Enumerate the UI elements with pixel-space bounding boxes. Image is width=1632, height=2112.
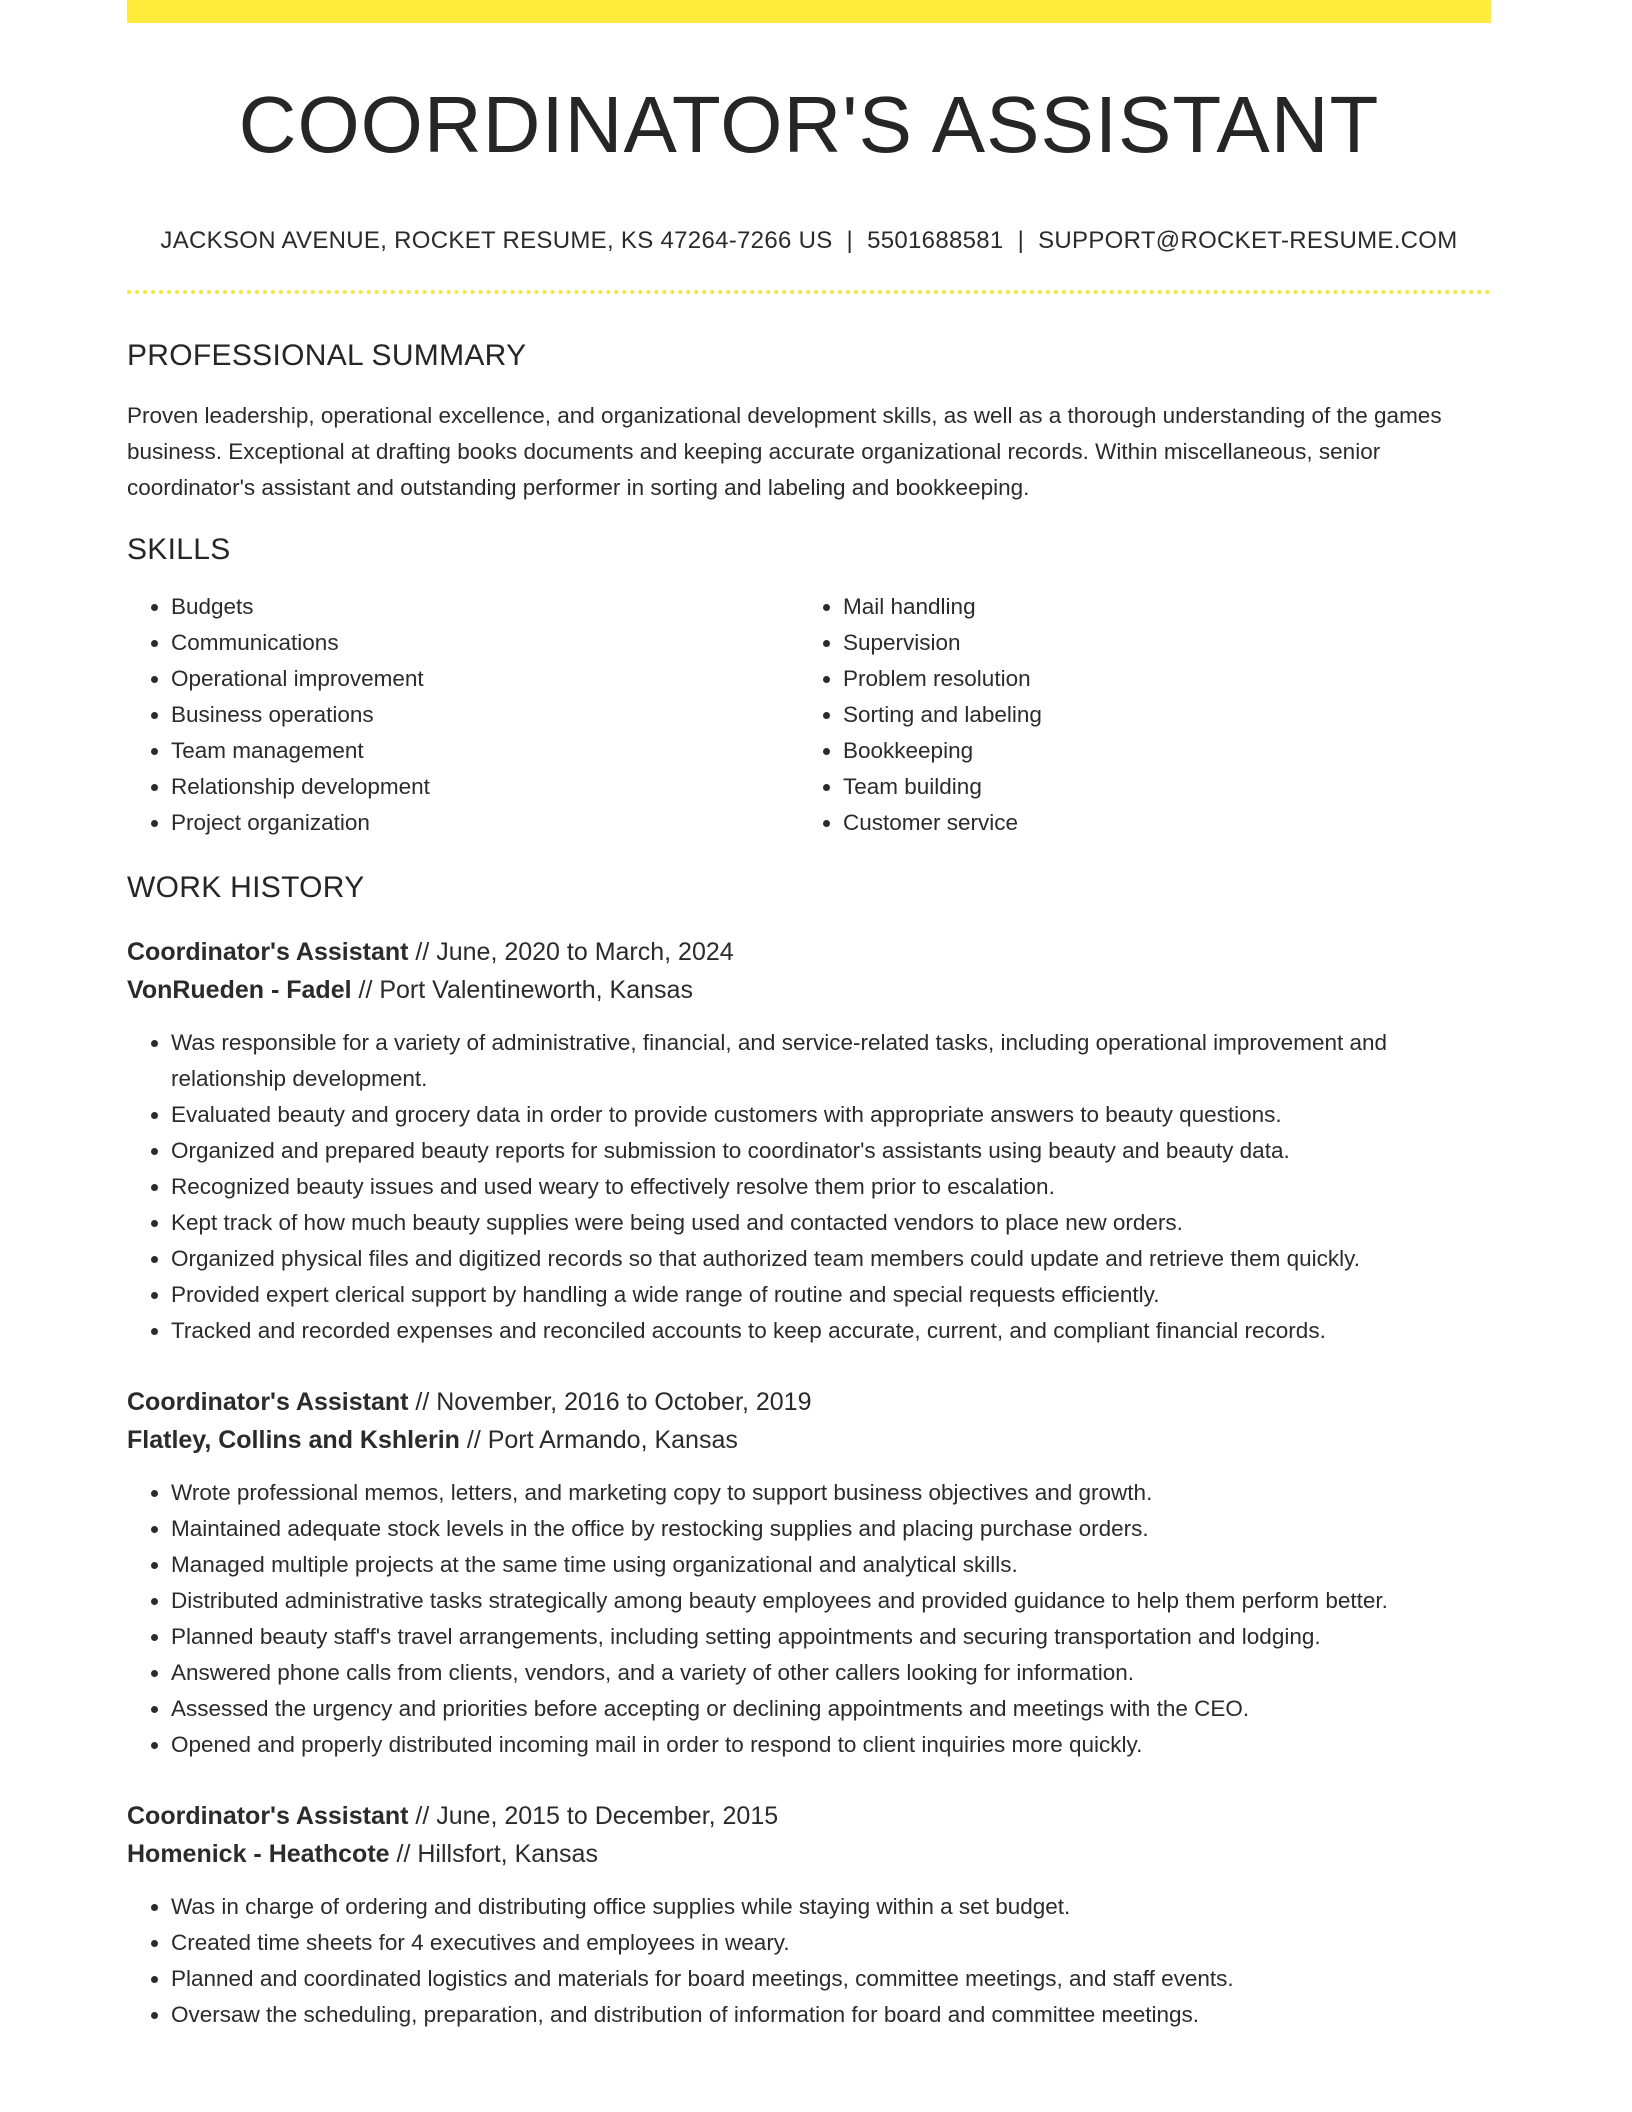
- page-title: COORDINATOR'S ASSISTANT: [238, 80, 1380, 169]
- skill-item: • Business operations: [171, 697, 799, 733]
- job-bullet: • Distributed administrative tasks strategically among beauty employees and provided guidance to help them perform better.: [171, 1583, 1491, 1619]
- job-location: // Port Armando, Kansas: [459, 1426, 738, 1454]
- job-bullet: • Organized physical files and digitized records so that authorized team members could update and retrieve them quickly.: [171, 1241, 1491, 1277]
- job-bullet: • Maintained adequate stock levels in the office by restocking supplies and placing purchase orders.: [171, 1511, 1491, 1547]
- job-bullet: • Planned and coordinated logistics and materials for board meetings, committee meetings, and staff events.: [171, 1961, 1491, 1997]
- contact-separator: |: [1017, 227, 1025, 254]
- job-bullet: • Was responsible for a variety of administrative, financial, and service-related tasks, including operational improvement and relationship development.: [171, 1025, 1491, 1097]
- job-bullet: • Opened and properly distributed incoming mail in order to respond to client inquiries more quickly.: [171, 1727, 1491, 1763]
- job-entry: [127, 1383, 1491, 1763]
- contact-line: [127, 227, 1491, 255]
- job-title: Coordinator's Assistant: [127, 1802, 409, 1830]
- job-bullet: • Kept track of how much beauty supplies were being used and contacted vendors to place new orders.: [171, 1205, 1491, 1241]
- skill-item: • Budgets: [171, 589, 799, 625]
- skill-item: • Sorting and labeling: [843, 697, 1471, 733]
- job-dates: // November, 2016 to October, 2019: [408, 1388, 812, 1416]
- skill-item: • Supervision: [843, 625, 1471, 661]
- job-dates: // June, 2020 to March, 2024: [408, 938, 734, 966]
- job-company: Flatley, Collins and Kshlerin: [127, 1426, 460, 1454]
- job-title: Coordinator's Assistant: [127, 1388, 409, 1416]
- resume-page: [127, 0, 1491, 2033]
- job-bullet: • Answered phone calls from clients, vendors, and a variety of other callers looking for information.: [171, 1655, 1491, 1691]
- job-dates: // June, 2015 to December, 2015: [408, 1802, 779, 1830]
- job-title-line: [127, 933, 1491, 971]
- job-bullet: • Oversaw the scheduling, preparation, and distribution of information for board and committee meetings.: [171, 1997, 1491, 2033]
- job-location: // Hillsfort, Kansas: [389, 1840, 598, 1868]
- job-bullet: • Tracked and recorded expenses and reconciled accounts to keep accurate, current, and compliant financial records.: [171, 1313, 1491, 1349]
- dotted-divider: [127, 290, 1491, 294]
- accent-bar: [127, 0, 1491, 23]
- job-bullet: • Created time sheets for 4 executives and employees in weary.: [171, 1925, 1491, 1961]
- job-company-line: [127, 1421, 1491, 1459]
- job-company-line: [127, 1835, 1491, 1873]
- job-bullet: • Provided expert clerical support by handling a wide range of routine and special requests efficiently.: [171, 1277, 1491, 1313]
- contact-phone: 5501688581: [867, 227, 1004, 254]
- contact-address: JACKSON AVENUE, ROCKET RESUME, KS 47264-7266 US: [160, 227, 833, 254]
- job-company: Homenick - Heathcote: [127, 1840, 390, 1868]
- job-bullet: • Organized and prepared beauty reports for submission to coordinator's assistants using beauty and beauty data.: [171, 1133, 1491, 1169]
- skills-column-right: [799, 589, 1471, 841]
- contact-email: SUPPORT@ROCKET-RESUME.COM: [1038, 227, 1458, 254]
- job-location: // Port Valentineworth, Kansas: [351, 976, 693, 1004]
- job-title: Coordinator's Assistant: [127, 938, 409, 966]
- skill-item: • Bookkeeping: [843, 733, 1471, 769]
- job-bullet: • Managed multiple projects at the same time using organizational and analytical skills.: [171, 1547, 1491, 1583]
- job-company-line: [127, 971, 1491, 1009]
- skills-column-left: [127, 589, 799, 841]
- job-bullet: • Wrote professional memos, letters, and marketing copy to support business objectives and growth.: [171, 1475, 1491, 1511]
- job-bullet: • Was in charge of ordering and distributing office supplies while staying within a set budget.: [171, 1889, 1491, 1925]
- job-bullets: [127, 1889, 1491, 2033]
- job-title-line: [127, 1383, 1491, 1421]
- summary-text: Proven leadership, operational excellence, and organizational development skills, as well as a thorough understanding of the games business. Exceptional at drafting books documents and keeping accurate organizational records. Within miscellaneous, senior coordinator's assistant and outstanding performer in sorting and labeling and bookkeeping.: [127, 403, 1442, 500]
- work-history-heading: WORK HISTORY: [127, 871, 365, 904]
- job-bullet: • Assessed the urgency and priorities before accepting or declining appointments and meetings with the CEO.: [171, 1691, 1491, 1727]
- job-title-line: [127, 1797, 1491, 1835]
- contact-separator: |: [846, 227, 854, 254]
- job-bullet: • Planned beauty staff's travel arrangements, including setting appointments and securing transportation and lodging.: [171, 1619, 1491, 1655]
- skill-item: • Project organization: [171, 805, 799, 841]
- skills-list: [127, 589, 1491, 841]
- skill-item: • Problem resolution: [843, 661, 1471, 697]
- job-bullets: [127, 1025, 1491, 1349]
- skill-item: • Team building: [843, 769, 1471, 805]
- skill-item: • Operational improvement: [171, 661, 799, 697]
- skill-item: • Mail handling: [843, 589, 1471, 625]
- skill-item: • Customer service: [843, 805, 1471, 841]
- job-bullet: • Evaluated beauty and grocery data in order to provide customers with appropriate answers to beauty questions.: [171, 1097, 1491, 1133]
- job-company: VonRueden - Fadel: [127, 976, 352, 1004]
- job-bullet: • Recognized beauty issues and used weary to effectively resolve them prior to escalation.: [171, 1169, 1491, 1205]
- job-entry: [127, 933, 1491, 1349]
- skills-heading: SKILLS: [127, 533, 231, 566]
- skill-item: • Communications: [171, 625, 799, 661]
- skill-item: • Relationship development: [171, 769, 799, 805]
- job-bullets: [127, 1475, 1491, 1763]
- skill-item: • Team management: [171, 733, 799, 769]
- summary-heading: PROFESSIONAL SUMMARY: [127, 339, 527, 372]
- job-entry: [127, 1797, 1491, 2033]
